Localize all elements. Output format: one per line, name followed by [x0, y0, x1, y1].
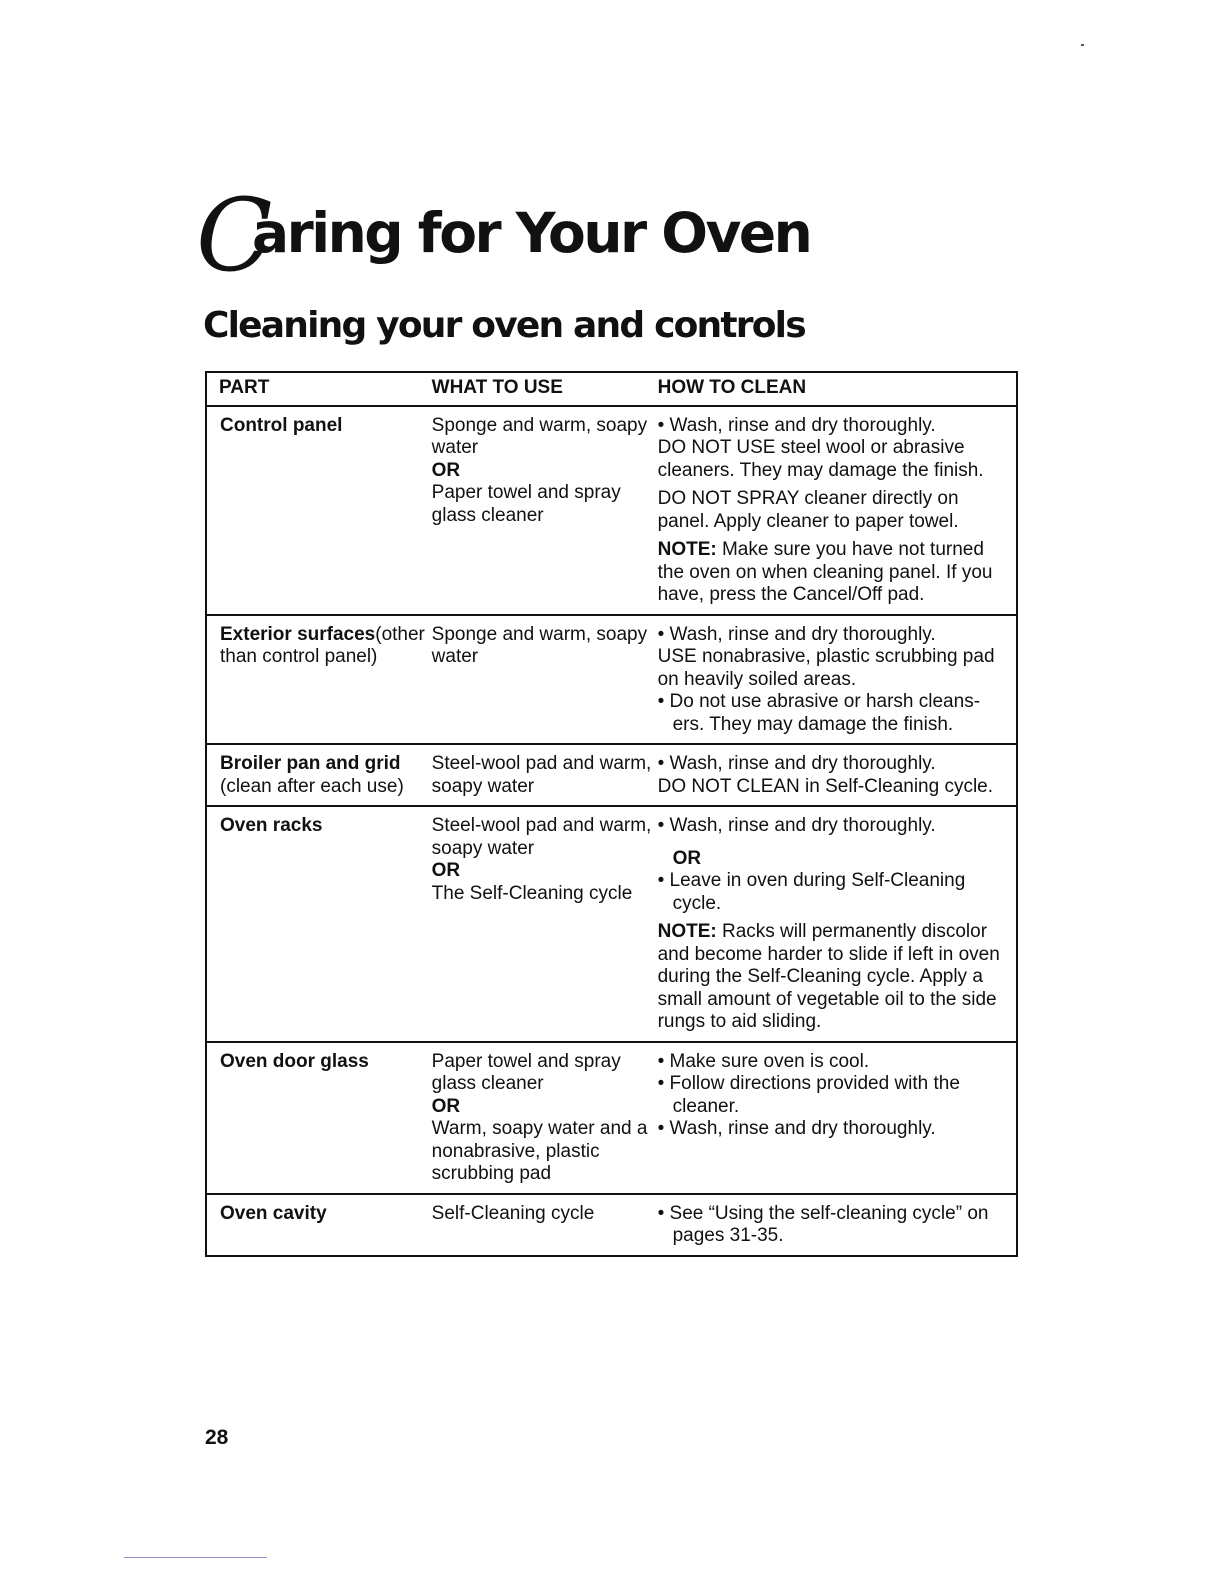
or-label: OR — [431, 860, 461, 881]
what-to-use-cell — [432, 406, 658, 615]
material-text: Self-Cleaning cycle — [431, 1202, 595, 1224]
part-cell — [206, 806, 432, 1042]
instruction-text: • Wash, rinse and dry thoroughly. — [657, 1118, 936, 1139]
how-to-clean-cell — [658, 744, 1017, 806]
part-note: (clean after each use) — [220, 775, 404, 797]
part-cell — [206, 1194, 432, 1256]
page-number: 28 — [205, 1426, 229, 1449]
material-text: Warm, soapy water and a nonabrasive, plastic scrubbing pad — [431, 1118, 648, 1184]
part-cell — [206, 615, 432, 745]
note-label: NOTE: — [657, 921, 717, 942]
note-label: NOTE: — [657, 539, 717, 560]
instruction-text: • Wash, rinse and dry thoroughly. — [657, 414, 936, 436]
instruction-text: • Wash, rinse and dry thoroughly. — [657, 753, 936, 774]
note-body: Make sure you have not turned the oven on when cleaning panel. If you have, press the Cancel/Off pad. — [657, 539, 993, 605]
part-name: Exterior surfaces — [220, 623, 376, 645]
title-decorative-initial: C — [196, 177, 273, 294]
instruction-text: USE nonabrasive, plastic scrubbing pad on heavily soiled areas. — [657, 646, 995, 690]
part-name: Oven cavity — [220, 1202, 327, 1224]
instruction-text: DO NOT CLEAN in Self-Cleaning cycle. — [657, 775, 994, 797]
how-to-clean-cell — [658, 1194, 1017, 1256]
column-header-part: PART — [206, 372, 432, 406]
table-row — [206, 615, 1017, 745]
part-cell — [206, 406, 432, 615]
instruction-text: • See “Using the self-cleaning cycle” on pages 31-35. — [657, 1202, 989, 1246]
how-to-clean-cell — [658, 615, 1017, 745]
what-to-use-cell — [432, 1194, 658, 1256]
what-to-use-cell — [432, 744, 658, 806]
how-to-clean-cell — [658, 1042, 1017, 1194]
note-body: Racks will permanently discolor and become harder to slide if left in oven during the Self-Cleaning cycle. Apply a small amount of vegetable oil to the side rungs to aid sliding. — [657, 921, 1000, 1032]
what-to-use-cell — [432, 806, 658, 1042]
bottom-rule — [124, 1557, 267, 1558]
table-row — [206, 744, 1017, 806]
note-text — [658, 539, 1010, 607]
cleaning-table — [205, 371, 1018, 1257]
section-heading: Cleaning your oven and controls — [203, 305, 805, 346]
or-label: OR — [431, 459, 461, 481]
material-text: The Self-Cleaning cycle — [431, 882, 633, 904]
instruction-text: DO NOT SPRAY cleaner directly on panel. Apply cleaner to paper towel. — [657, 488, 959, 532]
what-to-use-cell — [432, 615, 658, 745]
scan-speck — [1081, 44, 1084, 46]
instruction-text: DO NOT USE steel wool or abrasive cleaners. They may damage the finish. — [657, 437, 984, 481]
part-name: Control panel — [220, 414, 343, 436]
material-text: Sponge and warm, soapy water — [431, 414, 648, 458]
table-row — [206, 806, 1017, 1042]
part-cell — [206, 744, 432, 806]
table-row — [206, 1042, 1017, 1194]
part-name: Oven door glass — [220, 1050, 369, 1072]
material-text: Sponge and warm, soapy water — [431, 623, 648, 667]
how-to-clean-cell — [658, 806, 1017, 1042]
table-row — [206, 406, 1017, 615]
how-to-clean-cell — [658, 406, 1017, 615]
or-label: OR — [431, 1095, 461, 1117]
part-name: Broiler pan and grid — [220, 753, 401, 774]
column-header-how-to-clean: HOW TO CLEAN — [658, 372, 1017, 406]
instruction-text: • Follow directions provided with the cleaner. — [657, 1073, 960, 1117]
what-to-use-cell — [432, 1042, 658, 1194]
or-label: OR — [672, 847, 702, 869]
note-text — [658, 921, 1010, 1034]
table-row — [206, 1194, 1017, 1256]
table-body — [206, 406, 1017, 1256]
column-header-what-to-use: WHAT TO USE — [432, 372, 658, 406]
part-name: Oven racks — [220, 815, 323, 836]
instruction-text: • Do not use abrasive or harsh cleans- ers. They may damage the finish. — [657, 691, 981, 735]
instruction-text: • Make sure oven is cool. — [657, 1050, 870, 1072]
part-cell — [206, 1042, 432, 1194]
material-text: Steel-wool pad and warm, soapy water — [431, 753, 652, 797]
part-note: (other than control panel) — [220, 623, 425, 667]
title-text: aring for Your Oven — [252, 201, 811, 265]
table-header-row — [206, 372, 1017, 406]
instruction-text: • Leave in oven during Self-Cleaning cycle. — [657, 870, 966, 914]
material-text: Steel-wool pad and warm, soapy water — [431, 815, 652, 859]
material-text: Paper towel and spray glass cleaner — [431, 482, 621, 526]
instruction-text: • Wash, rinse and dry thoroughly. — [657, 623, 936, 645]
material-text: Paper towel and spray glass cleaner — [431, 1050, 621, 1094]
instruction-text: • Wash, rinse and dry thoroughly. — [657, 815, 936, 836]
